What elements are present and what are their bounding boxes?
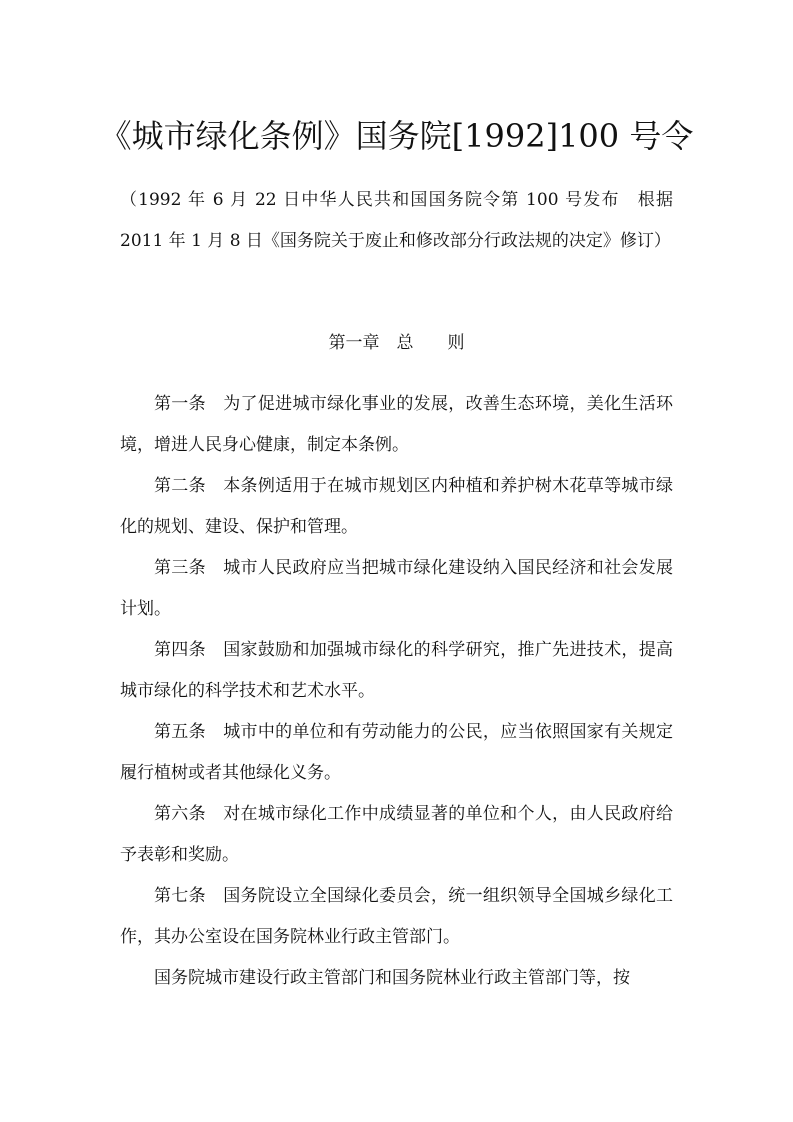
article-1 — [120, 384, 673, 466]
document-title: 《城市绿化条例》国务院[1992]100 号令 — [99, 117, 694, 155]
article-7 — [120, 876, 673, 958]
article-label: 第二条 — [154, 476, 206, 496]
article-6 — [120, 794, 673, 876]
document-subtitle: （1992 年 6 月 22 日中华人民共和国国务院令第 100 号发布 根据 2011 年 1 月 8 日《国务院关于废止和修改部分行政法规的决定》修订） — [120, 190, 673, 251]
article-text: 国务院设立全国绿化委员会，统一组织领导全国城乡绿化工作，其办公室设在国务院林业行政主管部门。 — [120, 886, 674, 947]
article-text: 城市中的单位和有劳动能力的公民，应当依照国家有关规定履行植树或者其他绿化义务。 — [120, 722, 674, 783]
article-text: 为了促进城市绿化事业的发展，改善生态环境，美化生活环境，增进人民身心健康，制定本条例。 — [120, 394, 674, 455]
article-label: 第七条 — [154, 886, 206, 906]
article-label: 第一条 — [154, 394, 206, 414]
article-label: 第五条 — [154, 722, 206, 742]
chapter-heading: 第一章 总 则 — [328, 333, 465, 353]
article-2 — [120, 466, 673, 548]
article-text: 本条例适用于在城市规划区内种植和养护树木花草等城市绿化的规划、建设、保护和管理。 — [120, 476, 674, 537]
article-label: 第三条 — [154, 558, 206, 578]
article-3 — [120, 548, 673, 630]
article-text: 对在城市绿化工作中成绩显著的单位和个人，由人民政府给予表彰和奖励。 — [120, 804, 674, 865]
article-text: 国家鼓励和加强城市绿化的科学研究，推广先进技术，提高城市绿化的科学技术和艺术水平。 — [120, 640, 674, 701]
article-5 — [120, 712, 673, 794]
article-list — [120, 384, 673, 999]
article-text: 城市人民政府应当把城市绿化建设纳入国民经济和社会发展计划。 — [120, 558, 674, 619]
article-4 — [120, 630, 673, 712]
article-7-paragraph-2 — [120, 958, 673, 999]
article-text: 国务院城市建设行政主管部门和国务院林业行政主管部门等，按 — [154, 968, 630, 988]
article-label: 第六条 — [154, 804, 206, 824]
article-label: 第四条 — [154, 640, 206, 660]
